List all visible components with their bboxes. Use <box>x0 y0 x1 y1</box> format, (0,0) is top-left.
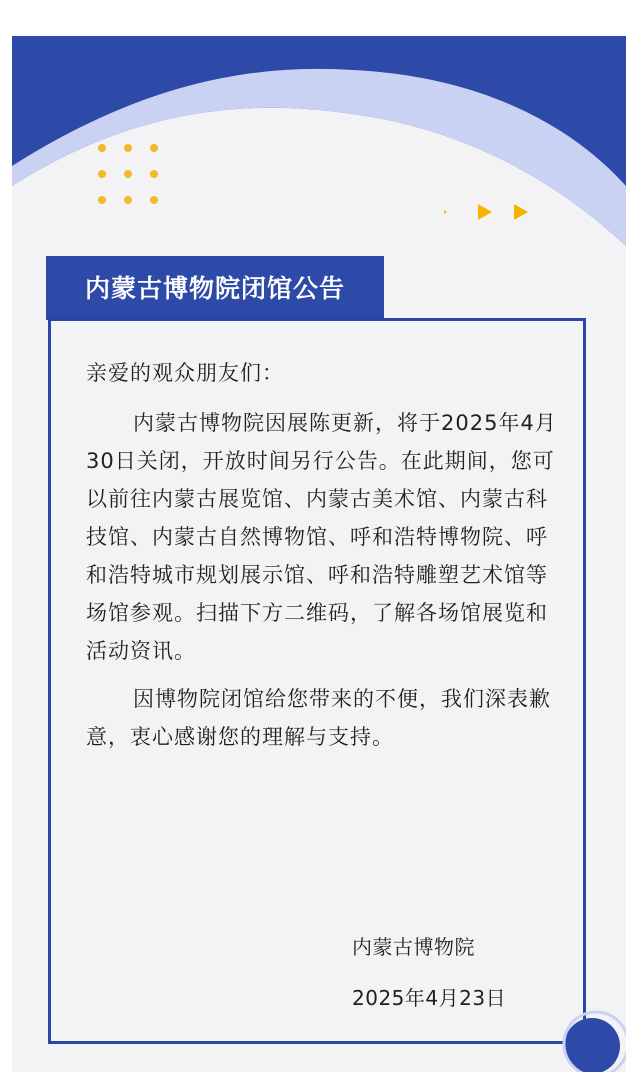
greeting-text: 亲爱的观众朋友们： <box>86 361 284 385</box>
dot-grid-icon <box>98 144 168 214</box>
notice-paragraph-1: 内蒙古博物院因展陈更新，将于2025年4月30日关闭，开放时间另行公告。在此期间，您可以前往内蒙古展览馆、内蒙古美术馆、内蒙古科技馆、内蒙古自然博物馆、呼和浩特博物院、呼和浩特城市规划展示馆、呼和浩特雕塑艺术馆等场馆参观。扫描下方二维码，了解各场馆展览和活动资讯。 <box>86 411 557 663</box>
notice-title: 内蒙古博物院闭馆公告 <box>46 256 384 318</box>
signature-organization: 内蒙古博物院 <box>352 935 475 959</box>
notice-paragraph-2: 因博物院闭馆给您带来的不便，我们深表歉意，衷心感谢您的理解与支持。 <box>86 687 551 749</box>
arrow-right-icon <box>442 198 542 228</box>
corner-circle-decoration <box>546 994 626 1072</box>
signature-date: 2025年4月23日 <box>352 986 507 1010</box>
notice-body <box>86 354 566 756</box>
notice-poster <box>12 36 626 1072</box>
